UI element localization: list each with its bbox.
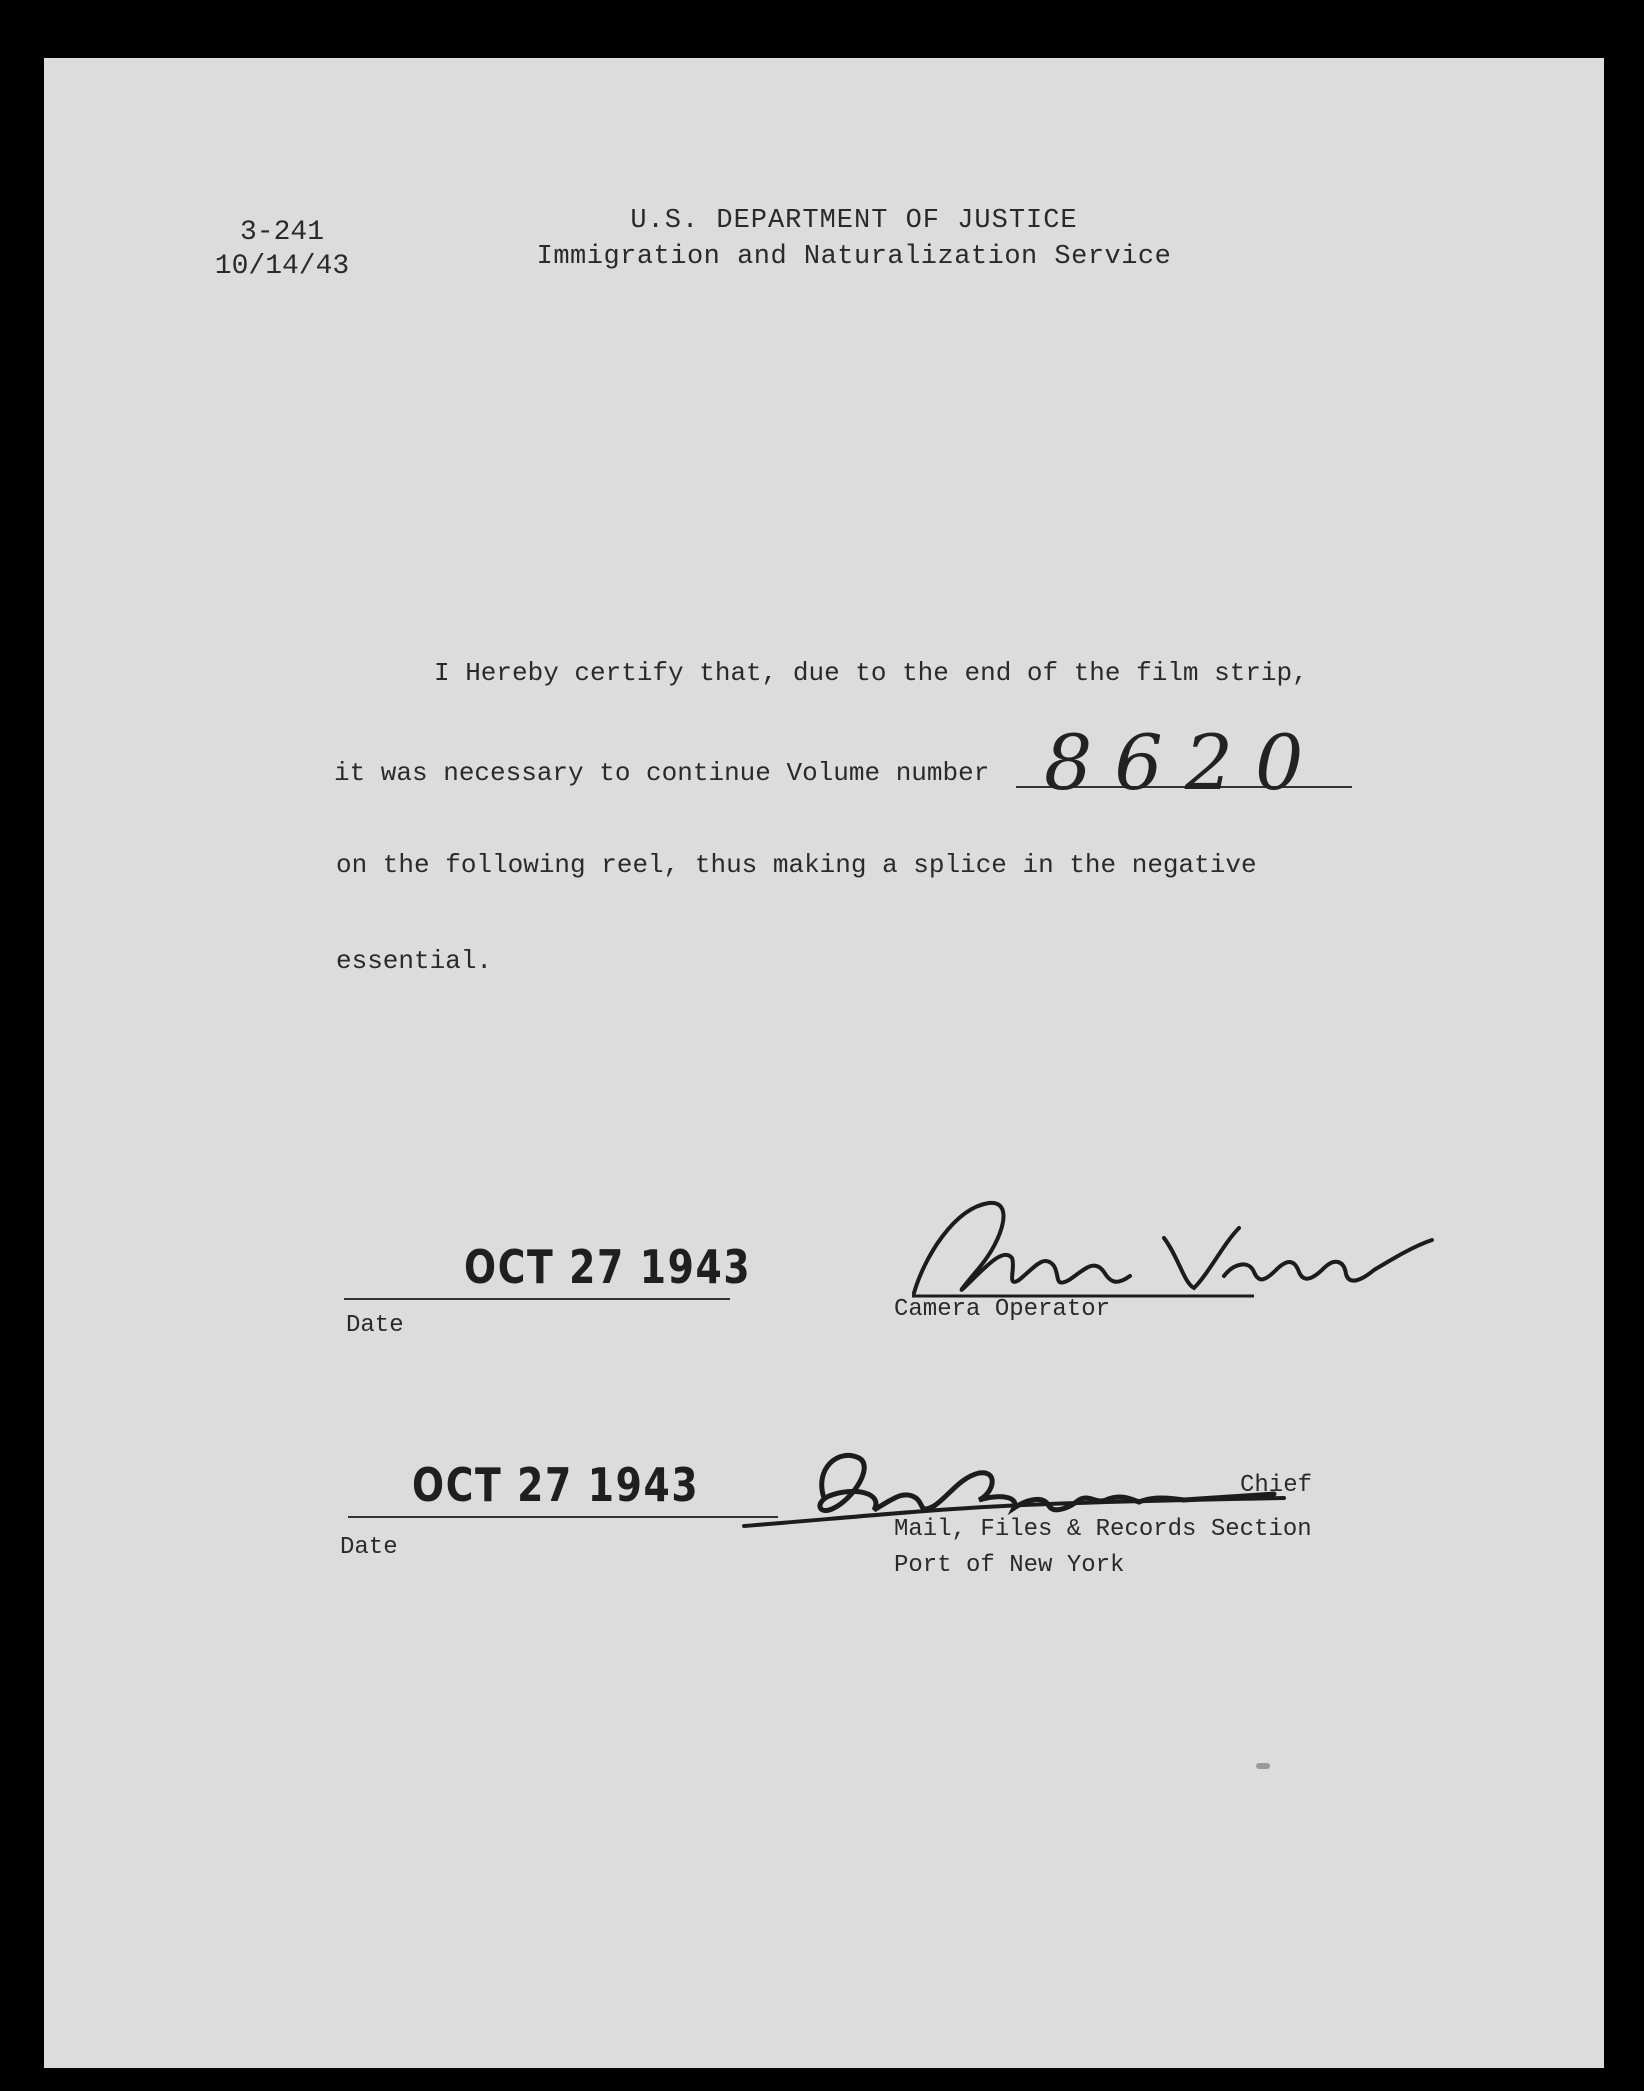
form-number-block: [202, 216, 362, 284]
certification-line-1: I Hereby certify that, due to the end of the film strip,: [434, 658, 1308, 688]
certification-line-3: on the following reel, thus making a splice in the negative: [336, 850, 1257, 880]
chief-date-label: Date: [340, 1534, 398, 1561]
section-label: Mail, Files & Records Section: [894, 1516, 1312, 1543]
form-number: 3-241: [239, 217, 324, 248]
camera-operator-signature: [894, 1188, 1434, 1308]
form-revision-date: 10/14/43: [214, 251, 350, 282]
chief-date-line: [348, 1516, 778, 1518]
port-label: Port of New York: [894, 1552, 1125, 1579]
service-title: Immigration and Naturalization Service: [536, 242, 1172, 272]
camera-operator-label: Camera Operator: [894, 1296, 1111, 1323]
paper-speck: [1256, 1763, 1270, 1769]
chief-title-label: Chief: [1240, 1472, 1313, 1499]
operator-date-label: Date: [346, 1312, 404, 1339]
agency-header: [494, 203, 1214, 275]
volume-number-handwritten: 8620: [1044, 718, 1326, 807]
department-title: U.S. DEPARTMENT OF JUSTICE: [630, 206, 1078, 236]
operator-date-stamp: OCT 27 1943: [464, 1240, 752, 1294]
operator-date-line: [344, 1298, 730, 1300]
certification-line-2: it was necessary to continue Volume number: [334, 758, 990, 788]
document-page: [44, 58, 1604, 2068]
chief-date-stamp: OCT 27 1943: [412, 1458, 700, 1512]
certification-line-4: essential.: [336, 946, 493, 976]
